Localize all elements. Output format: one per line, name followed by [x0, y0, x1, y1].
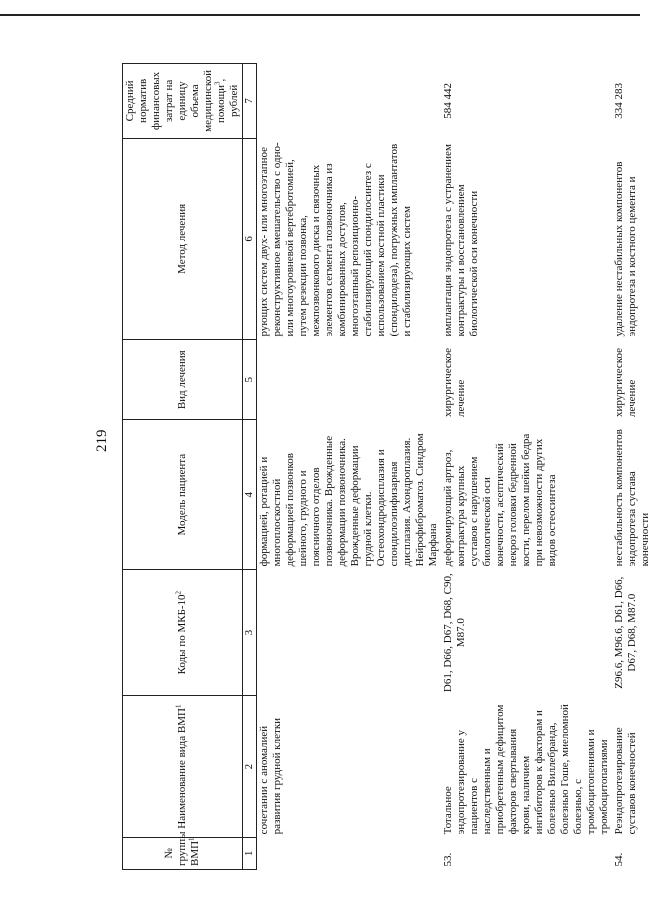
- vmp-name-cell: сочетании с аномалией развития грудной клетки: [258, 717, 283, 835]
- vmp-table: [122, 63, 653, 870]
- treatment-type-cell: хирургическое лечение: [442, 347, 467, 417]
- header-patient-model: Модель пациента: [123, 420, 243, 569]
- header-treatment-method: Метод лечения: [123, 138, 243, 339]
- header-cost-norm: Средний норматив финансовых затрат на единицу объема медицинской помощи$^3$, рублей: [123, 64, 243, 139]
- treatment-type-cell: [257, 339, 442, 419]
- treatment-type-cell: хирургическое лечение: [613, 347, 638, 417]
- group-number-cell: 54.: [613, 852, 625, 867]
- patient-model-cell: нестабильность компонентов эндопротеза сустава конечности: [613, 429, 651, 567]
- column-number: 5: [243, 339, 257, 419]
- column-number: 1: [243, 837, 257, 869]
- header-vmp-type: Наименование вида ВМП$^1$: [123, 696, 243, 837]
- patient-model-cell: деформирующий артроз, контрактура крупных суставов с нарушением биологической оси конечности, асептический некроз головки бедренной кости, перелом шейки бедра при невозможности других видов остеосинтеза: [442, 433, 558, 567]
- icd-codes-cell: Z96.6, M96.6, D61, D66, D67, D68, M87.0: [613, 576, 638, 689]
- page-number: 219: [94, 429, 110, 452]
- group-number-cell: 53.: [442, 852, 454, 867]
- treatment-method-cell: рующих систем двух- или многоэтапное реконструктивное вмешательство с одно- или многоуровневой вертебротомией, путем резекции позвонка, межпозвонкового диска и связочных элементов сегмента позвоночника из комбинированных доступов, многоэтапный репозиционно-стабилизирующий спондилосинтез с использованием костной пластики (спондилодеза), погружных имплантатов и стабилизирующих систем: [258, 142, 413, 337]
- column-number: 3: [243, 569, 257, 695]
- column-number: 2: [243, 696, 257, 837]
- header-treatment-type: Вид лечения: [123, 339, 243, 419]
- icd-codes-cell: [257, 569, 442, 695]
- treatment-method-cell: удаление нестабильных компонентов эндопротеза и костного цемента и: [613, 161, 638, 337]
- vmp-name-cell: Реэндопротезирование суставов конечностей: [613, 727, 638, 835]
- column-number: 4: [243, 420, 257, 569]
- rotated-table-wrapper: [122, 63, 651, 870]
- treatment-method-cell: имплантация эндопротеза с устранением контрактуры и восстановлением биологической оси конечности: [442, 144, 480, 337]
- table-header-row: [123, 64, 243, 870]
- icd-codes-cell: D61, D66, D67, D68, C90, M87.0: [442, 573, 467, 693]
- patient-model-cell: формацией, ротацией и многоплоскостной деформацией позвонков шейного, грудного и поясничного отделов позвоночника. Врожденные деформации позвоночника. Врожденные деформации грудной клетки. Остеохондродисплазия и спондилоэпифизарная дисплазия. Ахондроплазия. Нейрофиброматоз. Синдром Марфана: [258, 433, 439, 567]
- cost-cell: 334 283: [613, 83, 625, 119]
- header-icd-codes: Коды по МКБ-$10^2$: [123, 569, 243, 695]
- column-number-row: [243, 64, 257, 870]
- top-rule: [0, 14, 640, 16]
- cost-cell: 584 442: [442, 83, 454, 119]
- cost-cell: [257, 64, 442, 139]
- column-number: 6: [243, 138, 257, 339]
- table-row: [612, 64, 653, 870]
- table-row: [257, 64, 442, 870]
- table-row: [441, 64, 612, 870]
- header-group-number: № группы ВМП$^1$: [123, 837, 243, 869]
- column-number: 7: [243, 64, 257, 139]
- group-number-cell: [257, 837, 442, 869]
- vmp-name-cell: Тотальное эндопротезирование у пациентов с наследственным и приобретенным дефицитом факторов свертывания крови, наличием ингибиторов к факторам и болезнью Виллебранда, болезнью Гоше, миеломной болезнью, с тромбоцитопениями и тромбоцитопатиями: [442, 704, 610, 835]
